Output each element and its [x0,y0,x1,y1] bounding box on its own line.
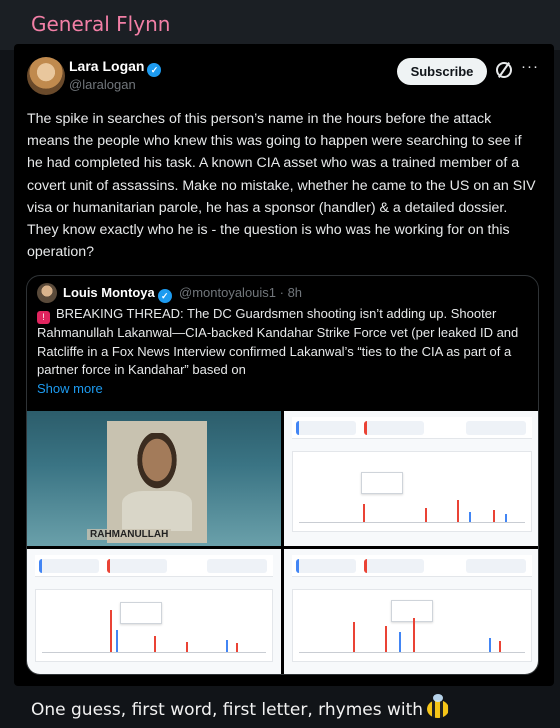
plot-baseline [299,652,525,653]
caption-text: One guess, first word, first letter, rhymes with [31,700,424,720]
trend-add-comparison [466,559,526,573]
grok-icon[interactable] [496,62,512,78]
siren-icon: ! [37,311,50,324]
id-photo-card [107,421,207,543]
trend-spike [154,636,156,652]
trend-spike [363,504,365,522]
trend-spike [385,626,387,652]
trend-plot [35,589,273,662]
trend-spike [469,512,471,522]
trend-plot [292,451,532,532]
trend-spike [425,508,427,522]
trend-term-chip [296,559,356,573]
show-more-link[interactable]: Show more [37,381,103,396]
photo-body [122,491,192,531]
trend-term-chip [296,421,356,435]
quoted-author-meta: @montoyalouis1 · 8h [179,285,303,300]
channel-header [0,0,560,50]
trend-spike [457,500,459,522]
trends-screenshot-3[interactable] [284,549,539,675]
quoted-author-avatar [37,283,57,303]
plot-baseline [42,652,266,653]
id-photo-image[interactable] [27,411,281,546]
trend-header [292,555,532,577]
quoted-tweet-body [37,305,532,380]
trend-spike [353,622,355,652]
trend-header [292,417,532,439]
tweet-screenshot[interactable] [14,44,554,686]
plot-tooltip [361,472,403,494]
bee-emoji-icon [427,700,449,718]
tweet-body: The spike in searches of this person’s name in the hours before the attack means the people who knew this was going to happen were searching to see if he had completed his task. A known CIA asset who was a trained member of a covert unit of assassins. Make no mistake, whether he came to the US on an SIV visa or humanitarian parole, he has a sponsor (handler) & a detailed dossier. They know exactly who he is - the question is who was he working for on this operation? [27,111,536,261]
trend-spike [110,610,112,652]
plot-baseline [299,522,525,523]
trend-plot [292,589,532,662]
trend-spike [493,510,495,522]
trends-screenshot-1[interactable] [284,411,539,546]
author-handle: @laralogan [69,77,136,92]
channel-name[interactable]: General Flynn [31,12,171,36]
photo-caption: RAHMANULLAH [87,529,171,540]
trend-term-chip [364,559,424,573]
trends-screenshot-2[interactable] [27,549,281,675]
trend-term-chip [364,421,424,435]
trend-add-comparison [207,559,267,573]
subscribe-button[interactable]: Subscribe [397,58,487,85]
trend-spike [116,630,118,652]
trend-spike [489,638,491,652]
trend-spike [499,641,501,652]
verified-badge-icon: ✓ [147,63,161,77]
quoted-author-name-row [63,285,172,303]
media-grid [27,411,539,675]
photo-face [134,433,180,493]
trend-spike [186,642,188,652]
more-options-icon[interactable]: ··· [521,58,539,75]
quoted-author-name: Louis Montoya [63,285,155,300]
plot-tooltip [120,602,162,624]
author-name-row [69,58,161,77]
trend-spike [399,632,401,652]
trend-spike [236,643,238,652]
quoted-tweet-text: BREAKING THREAD: The DC Guardsmen shooting isn’t adding up. Shooter Rahmanullah Lakanwal—CIA-backed Kandahar Strike Force vet (per leaked ID and Ratcliffe in a Fox News Interview confirmed Lakanwal’s “ties to the CIA as part of a partner force in Kandahar” based on [37,306,519,377]
author-avatar [27,57,65,95]
plot-tooltip [391,600,433,622]
trend-header [35,555,273,577]
trend-add-comparison [466,421,526,435]
trend-spike [505,514,507,522]
trend-term-chip [107,559,167,573]
trend-spike [413,618,415,652]
quoted-tweet[interactable] [26,275,539,675]
trend-spike [226,640,228,652]
post-caption [31,700,449,720]
verified-badge-icon: ✓ [158,289,172,303]
author-name: Lara Logan [69,58,145,74]
trend-term-chip [39,559,99,573]
